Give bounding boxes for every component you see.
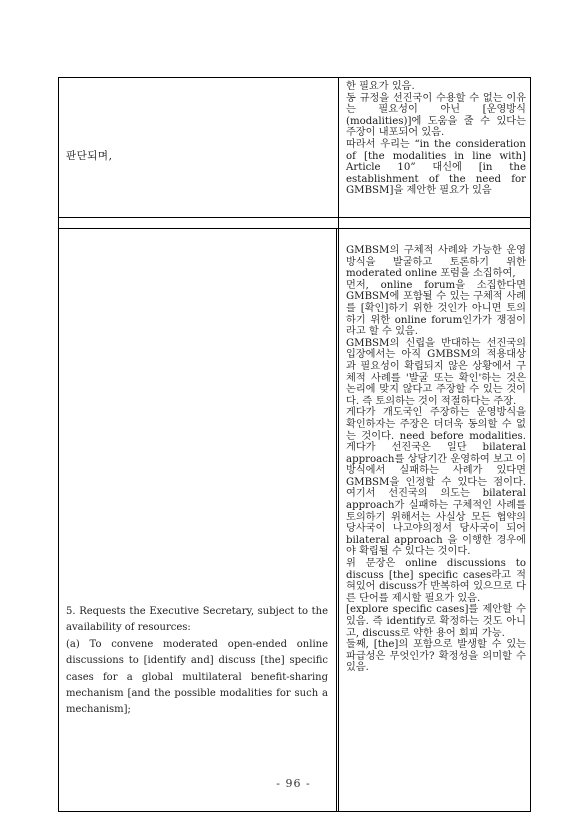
- left-paragraph: (a) To convene moderated open-ended online discussions to [identify and] discuss [the] specific cases for a global multilateral benefit-sharing mechanism [and the possible modalities for such a mechanism];: [66, 638, 328, 716]
- right-paragraph: 위 문장은 online discussions to discuss [the] specific cases라고 적혀있어 discuss가 반복하여 있으므로 다른 단어를 제시할 필요가 있음.: [346, 558, 526, 604]
- table-row-2: [59, 229, 530, 811]
- row1-right-line: 따라서 우리는 “in the consideration of [the modalities in line with] Article 10” 대신에 [in the establishment of the need for GMBSM]을 제안한 필요가 있음: [346, 138, 526, 197]
- spacer-right-cell: [339, 218, 530, 228]
- right-paragraph: 둘째, [the]의 포함으로 발생할 수 있는 파급성은 무엇인가? 확정성을 의미할 수 있음.: [346, 639, 526, 674]
- row1-right-line: 동 규정을 선진국이 수용할 수 없는 이유는 필요성이 아닌 [운영방식(modalities)]에 도움을 줄 수 있다는 주장이 내포되어 있음.: [346, 92, 526, 139]
- row2-right-text: [346, 245, 526, 674]
- row2-right-cell: [339, 229, 530, 811]
- row1-right-text: [346, 81, 526, 197]
- right-paragraph: GMBSM의 신립을 반대하는 선진국의 입장에서는 아직 GMBSM의 적용대상과 필요성이 확립되지 않은 상황에서 구체적 사례를 '발굴 또는 확인'하는 것은 논리에 맞지 않다고 주장할 수 있는 것이다. 즉 토의하는 것이 적절하다는 주장.: [346, 337, 526, 407]
- left-paragraph: 5. Requests the Executive Secretary, subject to the availability of resources:: [66, 606, 328, 634]
- spacer-left-cell: [59, 218, 339, 228]
- table-row-spacer: [59, 217, 530, 229]
- row1-right-cell: [339, 78, 530, 217]
- table-row-1: [59, 78, 530, 217]
- right-paragraph: [explore specific cases]를 제안할 수 있음. 즉 identify로 확정하는 것도 아니고, discuss로 약한 용어 회피 가능.: [346, 604, 526, 639]
- row1-left-text: 판단되며,: [66, 150, 113, 162]
- row2-left-text: [66, 604, 328, 719]
- row1-left-cell: [59, 78, 339, 217]
- document-table: [58, 77, 531, 812]
- right-paragraph: GMBSM의 구체적 사례와 가능한 운영방식을 발굴하고 토론하기 위한 moderated online 포럼을 소집하여,: [346, 245, 526, 280]
- right-paragraph: 먼저, online forum을 소집한다면 GMBSM에 포함될 수 있는 구체적 사례를 [확인]하기 위한 것인가 아니면 토의하기 위한 online forum인가가 쟁점이라고 할 수 있음.: [346, 279, 526, 338]
- row1-right-line: 한 필요가 있음.: [346, 81, 415, 92]
- right-paragraph: 게다가 개도국인 주장하는 운영방식을 확인하자는 주장은 더더욱 동의할 수 없는 것이다. need before modalities. 게다가 선진국은 일단 bilateral approach를 상당기간 운영하여 보고 이 방식에서 실패하는 사례가 있다면 GMBSM을 인정할 수 있다는 점이다. 여기서 선진국의 의도는 bilateral approach가 실패하는 구체적인 사례를 토의하기 위해서는 사실상 모든 협약의 당사국이 나고야의정서 당사국이 되어 bilateral approach 을 이행한 경우에야 확립될 수 있다는 것이다.: [346, 407, 526, 558]
- row2-left-cell: [59, 229, 339, 811]
- page-number: - 96 -: [276, 777, 311, 790]
